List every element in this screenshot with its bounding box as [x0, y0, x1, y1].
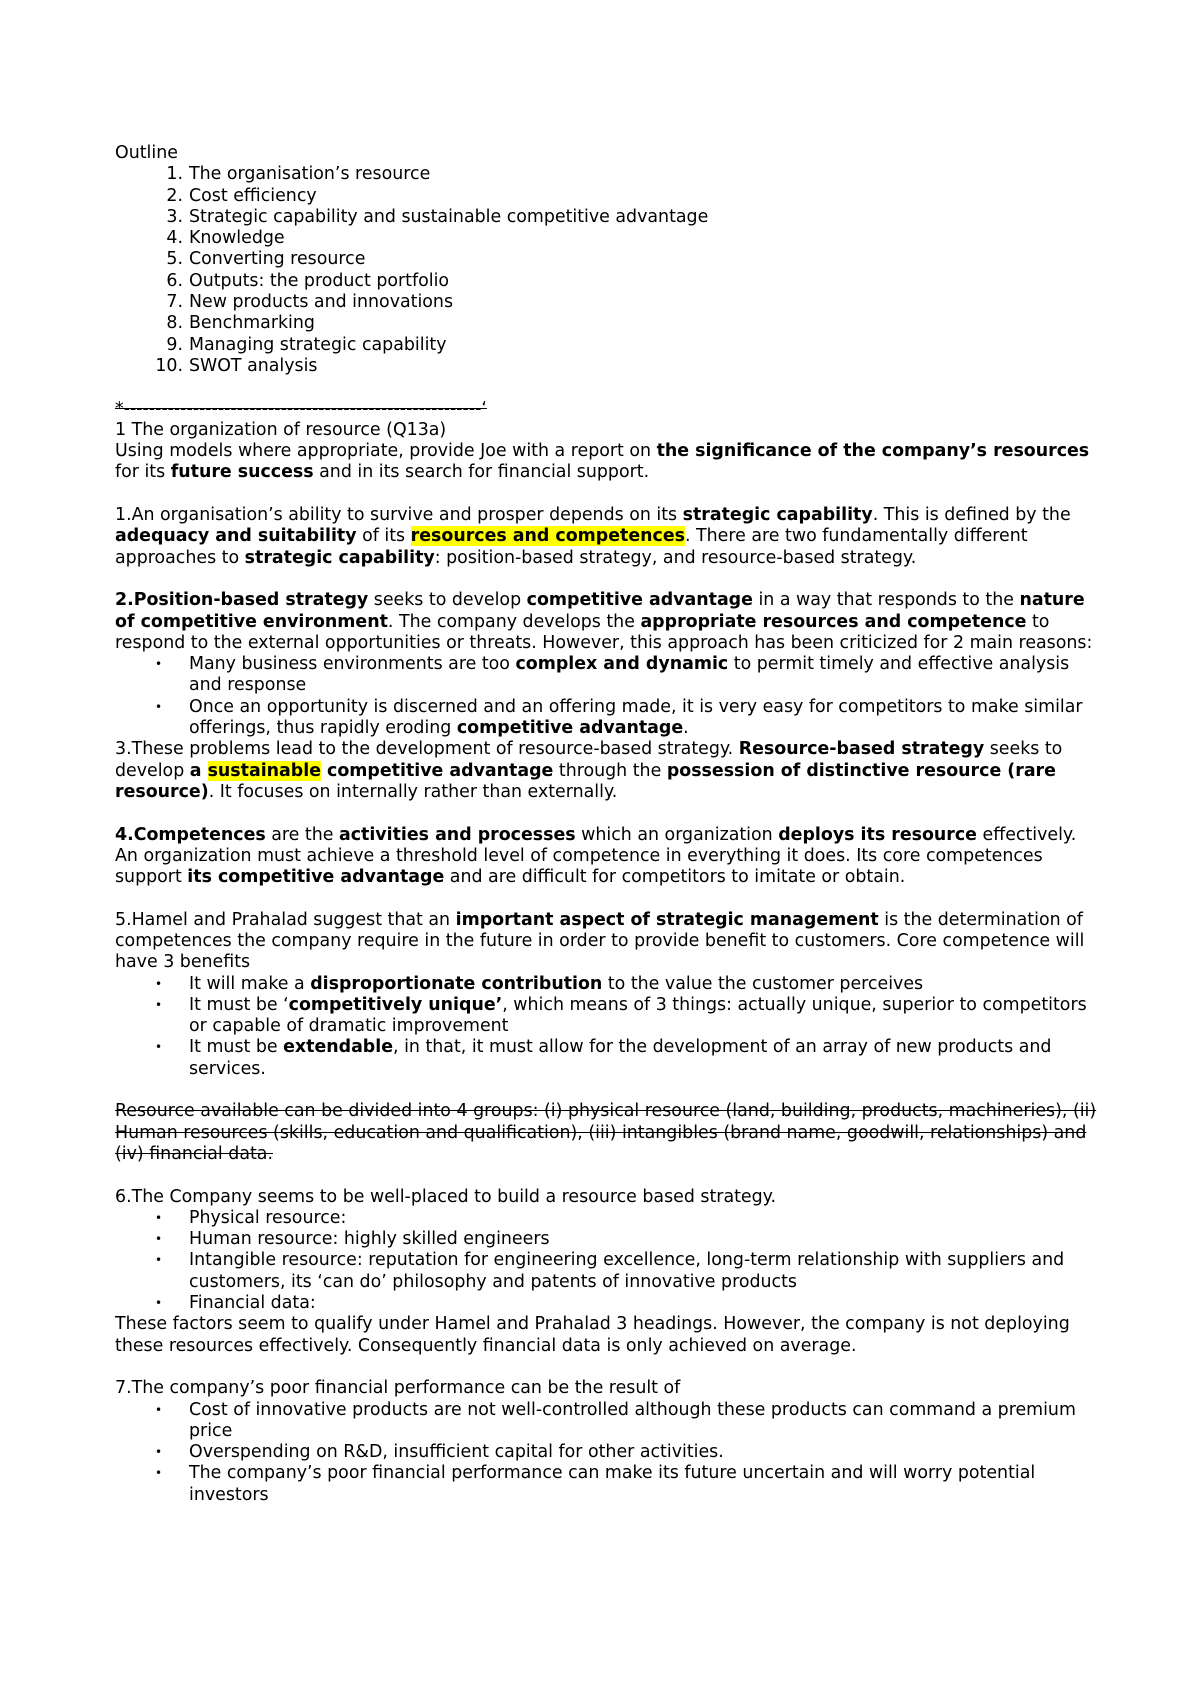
- outline-item: 3. Strategic capability and sustainable competitive advantage: [166, 206, 709, 227]
- bullet-icon: •: [155, 976, 163, 991]
- highlighted-text: sustainable: [207, 760, 321, 781]
- list-item: • Human resource: highly skilled engineers: [155, 1229, 550, 1250]
- paragraph-3: 3.These problems lead to the development of resource-based strategy. Resource-based strategy seeks to develop a sustainable competitive advantage through the possession of distinctive resource (rare resource). It focuses on internally rather than externally.: [115, 739, 1063, 802]
- bullet-list: [115, 654, 1100, 739]
- outline-item: 9. Managing strategic capability: [166, 334, 447, 355]
- list-item: • It will make a disproportionate contribution to the value the customer perceives: [155, 973, 924, 994]
- struck-paragraph: Resource available can be divided into 4 groups: (i) physical resource (land, building, products, machineries), (ii) Human resources (skills, education and qualification), (iii) intangibles (brand name, goodwill, relationships) and (iv) financial data.: [115, 1101, 1097, 1164]
- bullet-list: [115, 974, 1100, 1080]
- outline-item: 5. Converting resource: [166, 249, 366, 270]
- list-item: • Physical resource:: [155, 1207, 347, 1228]
- bullet-icon: •: [155, 699, 163, 714]
- list-item: • It must be extendable, in that, it must allow for the development of an array of new products and services.: [155, 1037, 1052, 1079]
- bullet-icon: •: [155, 1466, 163, 1481]
- outline-item: 7. New products and innovations: [166, 292, 454, 313]
- section-heading: 1 The organization of resource (Q13a): [115, 419, 447, 440]
- bullet-icon: •: [155, 1210, 163, 1225]
- outline-item: 10. SWOT analysis: [155, 355, 318, 376]
- paragraph-2: 2.Position-based strategy seeks to develop competitive advantage in a way that responds to the nature of competitive environment. The company develops the appropriate resources and competence to respond to the external opportunities or threats. However, this approach has been criticized for 2 main reasons:: [115, 590, 1093, 653]
- bullet-list: [115, 1400, 1100, 1506]
- outline-item: 1. The organisation’s resource: [166, 164, 431, 185]
- paragraph-4: 4.Competences are the activities and processes which an organization deploys its resource effectively. An organization must achieve a threshold level of competence in everything it does. Its core competences support its competitive advantage and are difficult for competitors to imitate or obtain.: [115, 824, 1077, 888]
- outline-list: [115, 164, 1100, 377]
- list-item: • Once an opportunity is discerned and an offering made, it is very easy for competitors to make similar offerings, thus rapidly eroding competitive advantage.: [155, 696, 1083, 739]
- bullet-icon: •: [155, 1296, 163, 1311]
- separator-line: *---------------------------------------------------------‘: [115, 398, 487, 419]
- outline-item: 6. Outputs: the product portfolio: [166, 270, 450, 291]
- outline-item: 4. Knowledge: [166, 228, 285, 249]
- outline-item: 2. Cost efficiency: [166, 185, 317, 206]
- paragraph-6-conclusion: These factors seem to qualify under Hamel and Prahalad 3 headings. However, the company is not deploying these resources effectively. Consequently financial data is only achieved on average.: [115, 1314, 1070, 1356]
- paragraph-5: 5.Hamel and Prahalad suggest that an important aspect of strategic management is the determination of competences the company require in the future in order to provide benefit to customers. Core competence will have 3 benefits: [115, 909, 1085, 973]
- list-item: • Financial data:: [155, 1293, 316, 1314]
- bullet-icon: •: [155, 1445, 163, 1460]
- bullet-icon: •: [155, 1040, 163, 1055]
- highlighted-text: resources and competences: [410, 526, 685, 547]
- bullet-icon: •: [155, 1402, 163, 1417]
- bullet-icon: •: [155, 1253, 163, 1268]
- list-item: • It must be ‘competitively unique’, which means of 3 things: actually unique, superior to competitors or capable of dramatic improvement: [155, 994, 1087, 1037]
- paragraph-7: 7.The company’s poor financial performance can be the result of: [115, 1378, 681, 1399]
- list-item: • The company’s poor financial performance can make its future uncertain and will worry potential investors: [155, 1463, 1036, 1505]
- outline-title: Outline: [115, 143, 178, 163]
- list-item: • Intangible resource: reputation for engineering excellence, long-term relationship with suppliers and customers, its ‘can do’ philosophy and patents of innovative products: [155, 1250, 1065, 1292]
- list-item: • Cost of innovative products are not well-controlled although these products can command a premium price: [155, 1399, 1076, 1441]
- outline-item: 8. Benchmarking: [166, 313, 315, 334]
- paragraph-6: 6.The Company seems to be well-placed to build a resource based strategy.: [115, 1186, 776, 1207]
- list-item: • Many business environments are too complex and dynamic to permit timely and effective analysis and response: [155, 654, 1070, 696]
- bullet-icon: •: [155, 997, 163, 1012]
- section-question: Using models where appropriate, provide Joe with a report on the significance of the company’s resources for its future success and in its search for financial support.: [115, 441, 1090, 483]
- paragraph-1: 1.An organisation’s ability to survive and prosper depends on its strategic capability. This is defined by the adequacy and suitability of its resources and competences. There are two fundamentally different approaches to strategic capability: position-based strategy, and resource-based strategy.: [115, 505, 1071, 568]
- list-item: • Overspending on R&D, insufficient capital for other activities.: [155, 1442, 724, 1463]
- bullet-icon: •: [155, 657, 163, 672]
- bullet-list: [115, 1208, 1100, 1314]
- bullet-icon: •: [155, 1232, 163, 1247]
